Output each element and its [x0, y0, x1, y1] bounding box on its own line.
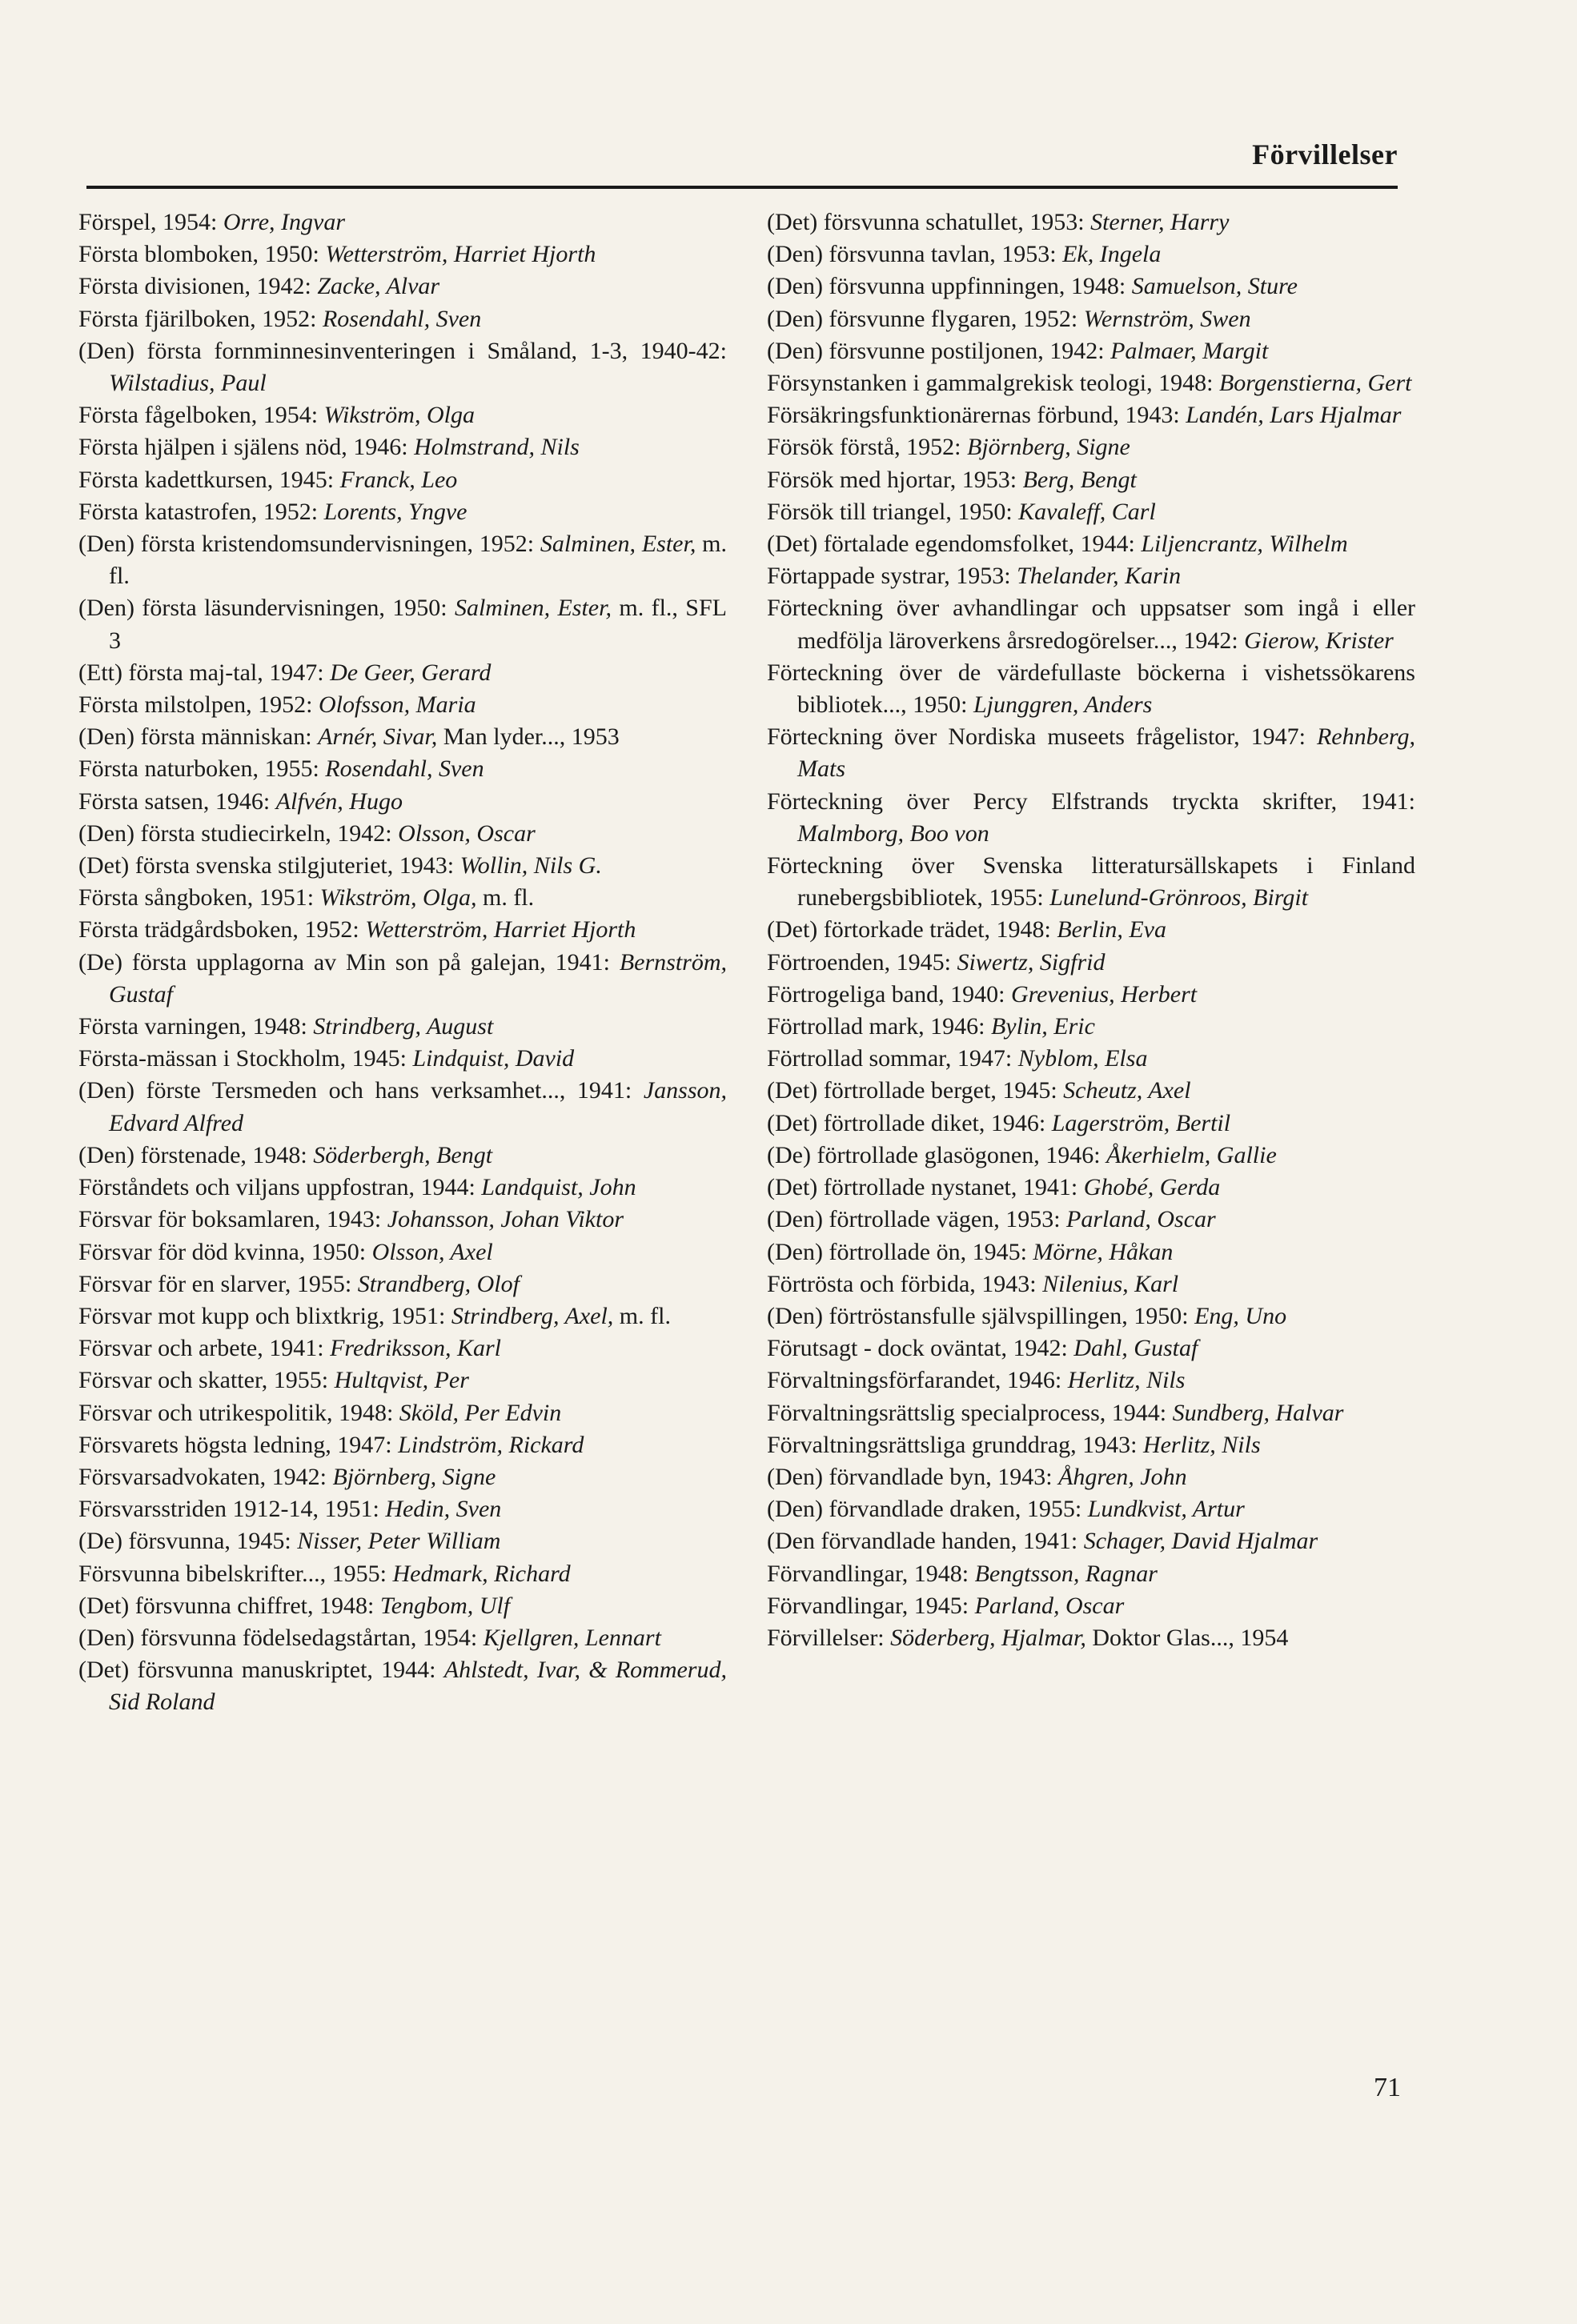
entry-author: Wetterström, Harriet Hjorth: [325, 241, 596, 268]
running-header: Förvillelser: [1252, 138, 1398, 170]
entry-author: Strindberg, Axel,: [451, 1302, 614, 1329]
entry-title: Förtroenden, 1945:: [767, 948, 957, 976]
index-entry: [78, 206, 727, 238]
index-entry: [78, 689, 727, 721]
index-entry: [78, 850, 727, 882]
entry-author: Söderberg, Hjalmar,: [890, 1624, 1086, 1651]
entry-title: Försök förstå, 1952:: [767, 434, 967, 461]
entry-author: Wernström, Swen: [1083, 305, 1251, 332]
entry-title: Första sångboken, 1951:: [78, 884, 320, 912]
entry-author: Grevenius, Herbert: [1010, 980, 1198, 1008]
index-entry: [78, 1622, 727, 1654]
index-entry: [767, 238, 1415, 270]
index-entry: [78, 1429, 727, 1461]
index-entry: [78, 528, 727, 592]
index-entry: [767, 270, 1415, 303]
entry-author: Strandberg, Olof: [357, 1270, 520, 1297]
entry-author: Johansson, Johan Viktor: [387, 1206, 624, 1233]
entry-title: (Den förvandlade handen, 1941:: [767, 1528, 1084, 1555]
entry-title: (Det) förtrollade diket, 1946:: [767, 1109, 1052, 1136]
entry-title: Försäkringsfunktionärernas förbund, 1943:: [767, 402, 1186, 429]
entry-title: (De) första upplagorna av Min son på galejan, 1941:: [78, 948, 620, 976]
entry-title: Första naturboken, 1955:: [78, 755, 326, 783]
entry-title: (Den) försvunne postiljonen, 1942:: [767, 337, 1111, 364]
entry-author: Gierow, Krister: [1244, 627, 1394, 654]
entry-title: Försök till triangel, 1950:: [767, 498, 1019, 525]
index-entry: [767, 206, 1415, 238]
index-entry: [767, 303, 1415, 335]
index-entry: [767, 1461, 1415, 1493]
entry-title: Förvaltningsförfarandet, 1946:: [767, 1367, 1068, 1394]
entry-title: (Det) förtorkade trädet, 1948:: [767, 916, 1057, 944]
index-entry: [78, 303, 727, 335]
index-entry: [78, 1075, 727, 1139]
entry-title: Förvandlingar, 1945:: [767, 1592, 975, 1619]
index-entry: [767, 367, 1415, 399]
index-entry: [767, 1075, 1415, 1107]
entry-title: Försvar och arbete, 1941:: [78, 1335, 331, 1362]
entry-author: Siwertz, Sigfrid: [957, 948, 1106, 976]
entry-title: Förteckning över de värdefullaste böckerna i vishetssökarens bibliotek..., 1950:: [767, 659, 1415, 719]
index-entry: [767, 335, 1415, 367]
entry-author: Nilenius, Karl: [1042, 1270, 1179, 1297]
index-entry: [767, 399, 1415, 431]
entry-title: Försvar och skatter, 1955:: [78, 1367, 335, 1394]
index-entry: [78, 1461, 727, 1493]
entry-author: Sundberg, Halvar: [1172, 1399, 1344, 1426]
entry-note: m. fl.: [476, 884, 535, 912]
entry-author: Hultqvist, Per: [334, 1367, 469, 1394]
entry-author: Malmborg, Boo von: [797, 819, 989, 847]
index-entry: [78, 335, 727, 399]
index-entry: [767, 431, 1415, 463]
entry-author: Parland, Oscar: [974, 1592, 1125, 1619]
index-entry: [767, 657, 1415, 721]
index-entry: [78, 1236, 727, 1268]
entry-title: Första katastrofen, 1952:: [78, 498, 324, 525]
index-entry: [767, 1268, 1415, 1300]
index-entry: [78, 399, 727, 431]
entry-author: Berg, Bengt: [1022, 466, 1137, 493]
entry-author: Salminen, Ester,: [540, 531, 696, 558]
index-entry: [78, 1140, 727, 1172]
entry-title: (Den) första fornminnesinventeringen i Småland, 1-3, 1940-42:: [78, 337, 727, 364]
entry-title: (Ett) första maj-tal, 1947:: [78, 659, 331, 686]
entry-title: (De) förtrollade glasögonen, 1946:: [767, 1141, 1107, 1168]
entry-author: Sterner, Harry: [1090, 209, 1230, 235]
index-entry: [767, 560, 1415, 592]
index-entry: [767, 1300, 1415, 1332]
entry-author: Olofsson, Maria: [319, 691, 476, 719]
index-entry: [767, 1011, 1415, 1043]
index-entry: [767, 592, 1415, 656]
index-entry: [767, 1172, 1415, 1204]
index-entry: [78, 1332, 727, 1364]
index-entry: [78, 1525, 727, 1557]
entry-title: (Det) första svenska stilgjuteriet, 1943:: [78, 852, 460, 880]
entry-author: Herlitz, Nils: [1142, 1431, 1261, 1458]
index-entry: [78, 657, 727, 689]
index-entry: [767, 914, 1415, 946]
entry-title: Försvunna bibelskrifter..., 1955:: [78, 1560, 393, 1587]
entry-title: Första divisionen, 1942:: [78, 273, 318, 300]
entry-title: Förvillelser:: [767, 1624, 891, 1651]
entry-author: Mörne, Håkan: [1033, 1238, 1174, 1265]
entry-author: Wollin, Nils G.: [459, 852, 602, 880]
entry-title: (Den) försvunne flygaren, 1952:: [767, 305, 1084, 332]
entry-title: Försvar för död kvinna, 1950:: [78, 1238, 372, 1265]
index-entry: [767, 786, 1415, 850]
index-entry: [78, 947, 727, 1011]
entry-title: (Det) förtalade egendomsfolket, 1944:: [767, 531, 1142, 558]
index-entry: [767, 1204, 1415, 1236]
entry-title: Försvar för boksamlaren, 1943:: [78, 1206, 387, 1233]
index-entry: [78, 1558, 727, 1590]
entry-author: Nyblom, Elsa: [1017, 1045, 1148, 1072]
entry-author: Salminen, Ester,: [454, 595, 612, 622]
entry-author: Jansson, Edvard Alfred: [109, 1077, 727, 1136]
entry-note: m. fl.: [613, 1302, 671, 1329]
entry-title: Första trädgårdsboken, 1952:: [78, 916, 366, 944]
index-entry: [78, 1493, 727, 1525]
entry-title: Förteckning över Nordiska museets frågelistor, 1947:: [767, 723, 1317, 751]
entry-note: m. fl.: [109, 531, 727, 590]
entry-author: Kavaleff, Carl: [1018, 498, 1156, 525]
index-entry: [78, 238, 727, 270]
entry-author: Rosendahl, Sven: [322, 305, 482, 332]
entry-title: (Det) försvunna schatullet, 1953:: [767, 209, 1091, 235]
entry-title: Första varningen, 1948:: [78, 1013, 314, 1040]
entry-author: Åhgren, John: [1058, 1463, 1187, 1490]
entry-author: Söderbergh, Bengt: [313, 1141, 493, 1168]
index-entry: [767, 850, 1415, 914]
index-entry: [78, 496, 727, 528]
index-column-right: [767, 206, 1415, 1654]
entry-author: Landquist, John: [481, 1174, 636, 1201]
entry-author: Wetterström, Harriet Hjorth: [365, 916, 636, 944]
entry-title: Första satsen, 1946:: [78, 787, 276, 815]
entry-author: Björnberg, Signe: [967, 434, 1130, 461]
index-entry: [78, 1268, 727, 1300]
entry-note: m. fl., SFL 3: [109, 595, 727, 654]
entry-title: Första fjärilboken, 1952:: [78, 305, 323, 332]
entry-author: Lorents, Yngve: [323, 498, 467, 525]
entry-title: (Den) förvandlade byn, 1943:: [767, 1463, 1059, 1490]
index-entry: [767, 1397, 1415, 1429]
entry-title: Försvar för en slarver, 1955:: [78, 1270, 358, 1297]
entry-author: Wikström, Olga,: [319, 884, 477, 912]
entry-title: Första blomboken, 1950:: [78, 241, 326, 268]
index-entry: [767, 496, 1415, 528]
index-entry: [78, 786, 727, 818]
index-entry: [78, 753, 727, 785]
entry-title: (De) försvunna, 1945:: [78, 1528, 298, 1555]
entry-author: Hedmark, Richard: [392, 1560, 571, 1587]
entry-title: (Den) förstenade, 1948:: [78, 1141, 314, 1168]
index-entry: [767, 1043, 1415, 1075]
entry-title: (Den) förste Tersmeden och hans verksamhet..., 1941:: [78, 1077, 644, 1104]
entry-author: Eng, Uno: [1194, 1302, 1287, 1329]
entry-title: Försynstanken i gammalgrekisk teologi, 1948:: [767, 370, 1219, 397]
entry-author: Schager, David Hjalmar: [1083, 1528, 1318, 1555]
entry-title: (Den) första läsundervisningen, 1950:: [78, 595, 455, 622]
index-entry: [78, 721, 727, 753]
entry-title: Förtrösta och förbida, 1943:: [767, 1270, 1043, 1297]
entry-author: Orre, Ingvar: [223, 209, 346, 235]
entry-title: Förtappade systrar, 1953:: [767, 563, 1017, 590]
entry-author: Landén, Lars Hjalmar: [1186, 402, 1402, 429]
index-entry: [767, 1332, 1415, 1364]
entry-author: Dahl, Gustaf: [1073, 1335, 1198, 1362]
entry-author: Ahlstedt, Ivar, & Rommerud, Sid Roland: [109, 1657, 727, 1716]
index-entry: [78, 592, 727, 656]
entry-author: Franck, Leo: [339, 466, 458, 493]
entry-title: Försvarets högsta ledning, 1947:: [78, 1431, 399, 1458]
index-entry: [767, 1429, 1415, 1461]
index-column-left: [78, 206, 727, 1719]
entry-author: Fredriksson, Karl: [330, 1335, 501, 1362]
index-entry: [78, 431, 727, 463]
entry-note: Man lyder..., 1953: [437, 723, 620, 751]
index-entry: [767, 1590, 1415, 1622]
entry-author: Lagerström, Bertil: [1051, 1109, 1231, 1136]
entry-author: Zacke, Alvar: [317, 273, 440, 300]
index-entry: [767, 1525, 1415, 1557]
entry-title: Första kadettkursen, 1945:: [78, 466, 340, 493]
index-entry: [78, 464, 727, 496]
entry-title: Förteckning över Svenska litteratursällskapets i Finland runebergsbibliotek, 1955:: [767, 852, 1415, 912]
entry-author: Holmstrand, Nils: [414, 434, 580, 461]
entry-title: Förtrollad mark, 1946:: [767, 1013, 991, 1040]
entry-title: Försvar mot kupp och blixtkrig, 1951:: [78, 1302, 451, 1329]
entry-title: Förvaltningsrättsliga grunddrag, 1943:: [767, 1431, 1143, 1458]
index-entry: [767, 1493, 1415, 1525]
entry-author: Lunelund-Grönroos, Birgit: [1049, 884, 1309, 912]
entry-author: Olsson, Axel: [371, 1238, 493, 1265]
index-entry: [78, 1590, 727, 1622]
entry-author: Sköld, Per Edvin: [399, 1399, 562, 1426]
entry-title: Förutsagt - dock oväntat, 1942:: [767, 1335, 1074, 1362]
index-entry: [78, 270, 727, 303]
entry-author: Scheutz, Axel: [1063, 1077, 1191, 1104]
entry-title: Förståndets och viljans uppfostran, 1944:: [78, 1174, 482, 1201]
entry-title: (Den) försvunna tavlan, 1953:: [767, 241, 1063, 268]
entry-author: Wilstadius, Paul: [109, 370, 267, 397]
index-entry: [767, 1140, 1415, 1172]
entry-title: Förtrogeliga band, 1940:: [767, 980, 1011, 1008]
index-entry: [78, 1172, 727, 1204]
entry-title: Första milstolpen, 1952:: [78, 691, 319, 719]
entry-author: Ek, Ingela: [1062, 241, 1162, 268]
index-entry: [78, 818, 727, 850]
entry-author: Lindström, Rickard: [398, 1431, 584, 1458]
entry-author: Parland, Oscar: [1066, 1206, 1216, 1233]
entry-author: Ljunggren, Anders: [973, 691, 1153, 719]
entry-title: Förteckning över Percy Elfstrands tryckta skrifter, 1941:: [767, 787, 1415, 815]
index-entry: [767, 1108, 1415, 1140]
page-number: 71: [1374, 2073, 1401, 2102]
index-entry: [78, 914, 727, 946]
index-entry: [78, 1043, 727, 1075]
entry-title: (Det) försvunna chiffret, 1948:: [78, 1592, 380, 1619]
entry-author: Wikström, Olga: [323, 402, 475, 429]
index-entry: [767, 721, 1415, 785]
index-entry: [767, 464, 1415, 496]
entry-author: Bylin, Eric: [990, 1013, 1095, 1040]
index-entry: [767, 947, 1415, 979]
entry-author: Lindquist, David: [412, 1045, 575, 1072]
index-entry: [78, 1300, 727, 1332]
entry-title: (Den) förtrollade vägen, 1953:: [767, 1206, 1067, 1233]
entry-title: Första-mässan i Stockholm, 1945:: [78, 1045, 413, 1072]
entry-author: Åkerhielm, Gallie: [1106, 1141, 1277, 1168]
index-entry: [767, 1364, 1415, 1396]
index-entry: [767, 1558, 1415, 1590]
index-entry: [767, 1236, 1415, 1268]
entry-author: Borgenstierna, Gert: [1218, 370, 1412, 397]
entry-title: (Den) försvunna födelsedagstårtan, 1954:: [78, 1624, 484, 1651]
entry-title: Förteckning över avhandlingar och uppsatser som ingå i eller medfölja läroverkens årsredogörelser..., 1942:: [767, 595, 1415, 654]
index-entry: [78, 1397, 727, 1429]
entry-title: Förspel, 1954:: [78, 209, 223, 235]
entry-title: (Det) förtrollade nystanet, 1941:: [767, 1174, 1084, 1201]
index-entry: [78, 1011, 727, 1043]
entry-title: Första hjälpen i själens nöd, 1946:: [78, 434, 415, 461]
entry-author: Hedin, Sven: [385, 1496, 502, 1523]
entry-author: Ghobé, Gerda: [1083, 1174, 1221, 1201]
entry-author: Palmaer, Margit: [1110, 337, 1269, 364]
entry-note: Doktor Glas..., 1954: [1085, 1624, 1289, 1651]
entry-author: Samuelson, Sture: [1131, 273, 1298, 300]
index-entry: [767, 979, 1415, 1011]
entry-author: Rehnberg, Mats: [797, 723, 1415, 783]
entry-author: Strindberg, August: [313, 1013, 494, 1040]
entry-title: (Det) försvunna manuskriptet, 1944:: [78, 1657, 444, 1684]
entry-author: Arnér, Sivar,: [318, 723, 438, 751]
entry-author: Lundkvist, Artur: [1087, 1496, 1245, 1523]
entry-author: Herlitz, Nils: [1067, 1367, 1186, 1394]
entry-title: (Den) första människan:: [78, 723, 319, 751]
entry-author: Bengtsson, Ragnar: [974, 1560, 1158, 1587]
entry-title: (Den) försvunna uppfinningen, 1948:: [767, 273, 1132, 300]
entry-title: (Det) förtrollade berget, 1945:: [767, 1077, 1064, 1104]
entry-title: Förtrollad sommar, 1947:: [767, 1045, 1018, 1072]
entry-title: (Den) förtrollade ön, 1945:: [767, 1238, 1033, 1265]
entry-title: (Den) förvandlade draken, 1955:: [767, 1496, 1088, 1523]
index-entry: [78, 1364, 727, 1396]
index-entry: [767, 528, 1415, 560]
entry-author: Olsson, Oscar: [398, 819, 536, 847]
entry-title: Förvaltningsrättslig specialprocess, 1944:: [767, 1399, 1173, 1426]
entry-author: Berlin, Eva: [1057, 916, 1166, 944]
index-entry: [767, 1622, 1415, 1654]
entry-author: Alfvén, Hugo: [275, 787, 403, 815]
entry-author: Kjellgren, Lennart: [483, 1624, 661, 1651]
entry-title: (Den) förtröstansfulle självspillingen, 1950:: [767, 1302, 1195, 1329]
entry-author: De Geer, Gerard: [330, 659, 492, 686]
entry-title: (Den) första studiecirkeln, 1942:: [78, 819, 399, 847]
entry-author: Björnberg, Signe: [332, 1463, 496, 1490]
index-entry: [78, 882, 727, 914]
index-entry: [78, 1654, 727, 1718]
entry-title: Försvar och utrikespolitik, 1948:: [78, 1399, 399, 1426]
entry-author: Thelander, Karin: [1017, 563, 1182, 590]
entry-title: Förvandlingar, 1948:: [767, 1560, 975, 1587]
index-entry: [78, 1204, 727, 1236]
header-rule: [86, 186, 1398, 189]
entry-title: Försvarsstriden 1912-14, 1951:: [78, 1496, 386, 1523]
entry-author: Nisser, Peter William: [297, 1528, 501, 1555]
entry-title: Första fågelboken, 1954:: [78, 402, 324, 429]
entry-author: Tengbom, Ulf: [379, 1592, 511, 1619]
entry-title: (Den) första kristendomsundervisningen, 1952:: [78, 531, 540, 558]
entry-author: Liljencrantz, Wilhelm: [1141, 531, 1348, 558]
entry-author: Rosendahl, Sven: [325, 755, 484, 783]
entry-title: Försök med hjortar, 1953:: [767, 466, 1023, 493]
entry-author: Bernström, Gustaf: [109, 948, 727, 1008]
entry-title: Försvarsadvokaten, 1942:: [78, 1463, 333, 1490]
